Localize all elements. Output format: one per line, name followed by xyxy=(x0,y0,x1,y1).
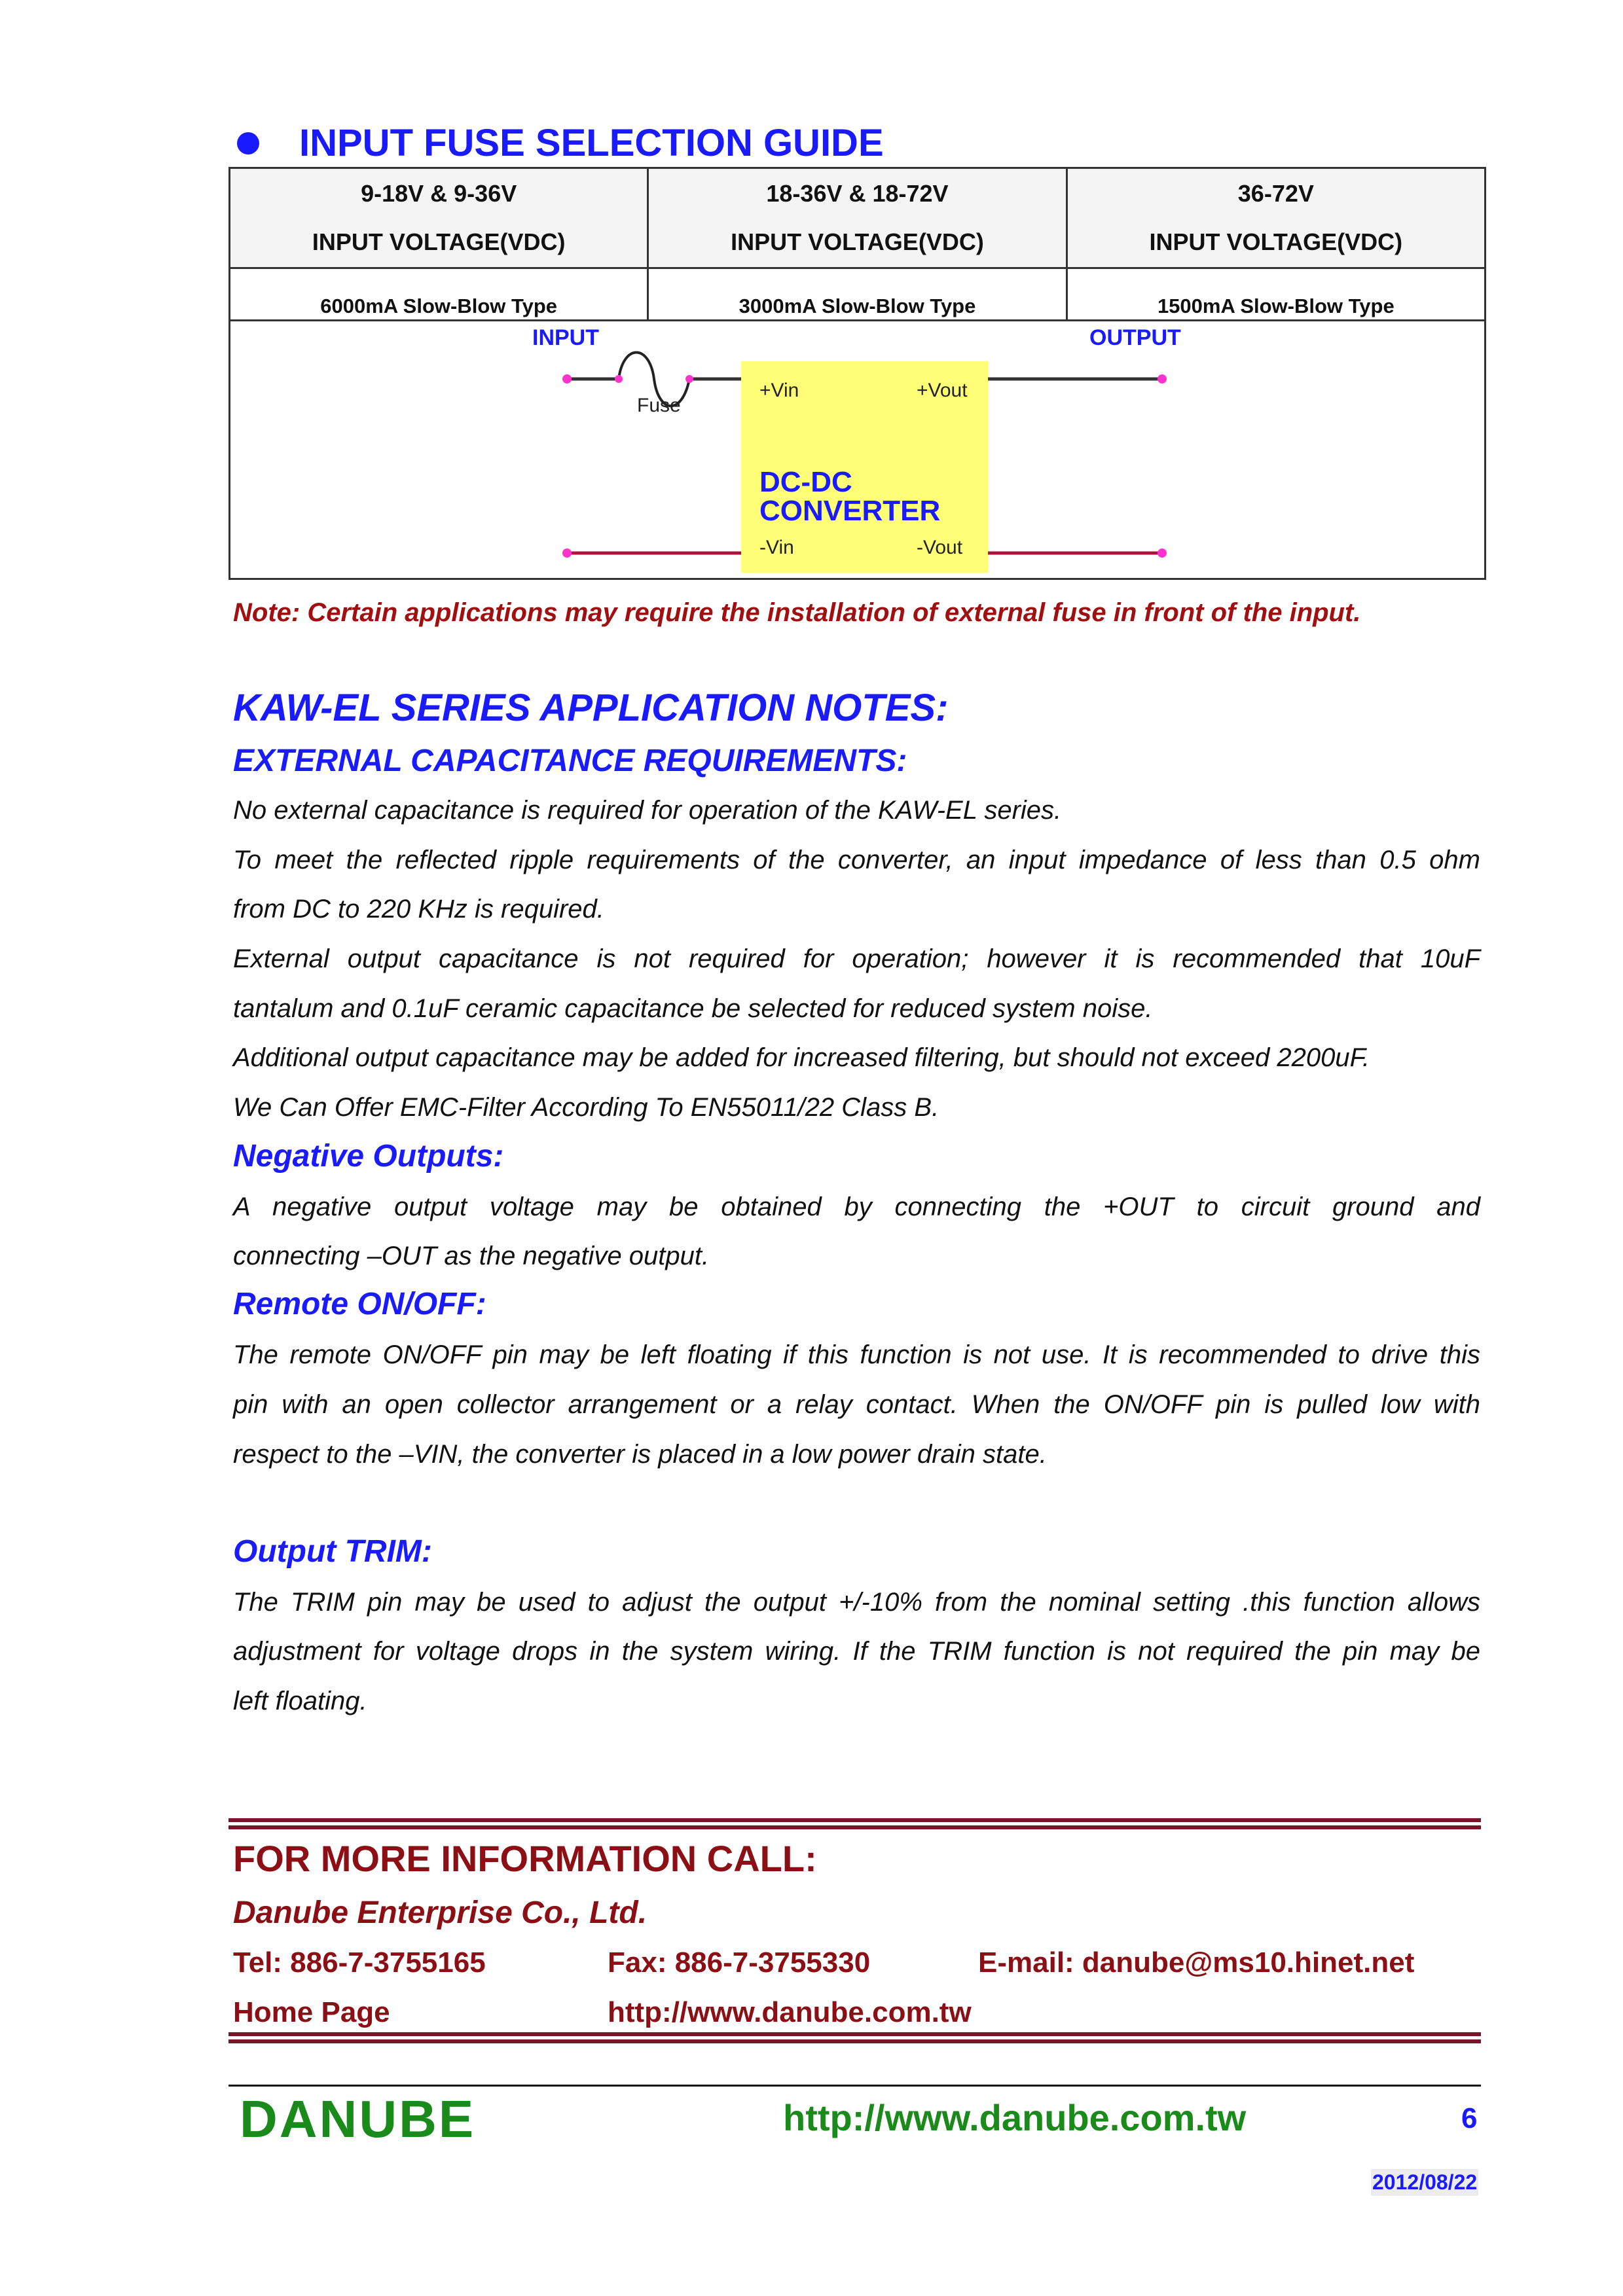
voltage-range: 36-72V xyxy=(1237,180,1314,207)
column-label: INPUT VOLTAGE(VDC) xyxy=(731,228,984,255)
converter-line: CONVERTER xyxy=(759,495,941,527)
paragraph-line: pin with an open collector arrangement or a relay contact. When the ON/OFF pin is pulled low with xyxy=(233,1390,1480,1419)
paragraph-line: A negative output voltage may be obtained by connecting the +OUT to circuit ground and xyxy=(233,1193,1480,1221)
tel-number: Tel: 886-7-3755165 xyxy=(233,1946,486,1979)
danube-logo: DANUBE xyxy=(240,2090,476,2148)
remote-onoff-heading: Remote ON/OFF: xyxy=(233,1287,486,1321)
divider xyxy=(228,1825,1481,1829)
paragraph-line: left floating. xyxy=(233,1687,367,1715)
output-trim-heading: Output TRIM: xyxy=(233,1534,432,1569)
vin-minus-label: -Vin xyxy=(759,537,794,558)
divider xyxy=(228,2039,1481,2043)
converter-title xyxy=(759,468,940,526)
paragraph-line: adjustment for voltage drops in the system wiring. If the TRIM function is not required the pin may be xyxy=(233,1637,1480,1666)
fuse-diagram xyxy=(228,317,1486,580)
paragraph-line: The remote ON/OFF pin may be left floating if this function is not use. It is recommended to drive this xyxy=(233,1340,1480,1369)
column-header xyxy=(230,168,648,268)
email-link[interactable]: E-mail: danube@ms10.hinet.net xyxy=(978,1946,1415,1979)
column-label: INPUT VOLTAGE(VDC) xyxy=(312,228,566,255)
divider xyxy=(228,2032,1481,2036)
paragraph-line: Additional output capacitance may be added for increased filtering, but should not exceed 2200uF. xyxy=(233,1043,1370,1072)
fax-number: Fax: 886-7-3755330 xyxy=(608,1946,871,1979)
vin-plus-label: +Vin xyxy=(759,380,799,401)
fuse-type: 3000mA Slow-Blow Type xyxy=(648,268,1067,321)
company-name: Danube Enterprise Co., Ltd. xyxy=(233,1895,647,1930)
voltage-range: 9-18V & 9-36V xyxy=(361,180,517,207)
bullet-icon xyxy=(237,132,259,154)
circuit-wires xyxy=(230,317,1484,578)
voltage-range: 18-36V & 18-72V xyxy=(766,180,949,207)
paragraph-line: External output capacitance is not required for operation; however it is recommended that 10uF xyxy=(233,944,1480,973)
input-label: INPUT xyxy=(532,325,599,350)
fuse-type: 1500mA Slow-Blow Type xyxy=(1067,268,1485,321)
converter-line: DC-DC xyxy=(759,466,852,498)
paragraph-line: To meet the reflected ripple requirements of the converter, an input impedance of less than 0.5 ohm xyxy=(233,846,1480,874)
terminal-dot xyxy=(562,548,572,558)
date-stamp: 2012/08/22 xyxy=(1371,2169,1478,2196)
fuse-label: Fuse xyxy=(637,395,681,416)
paragraph-line: No external capacitance is required for operation of the KAW-EL series. xyxy=(233,796,1062,825)
output-label: OUTPUT xyxy=(1089,325,1181,350)
paragraph-line: from DC to 220 KHz is required. xyxy=(233,895,604,924)
terminal-dot xyxy=(615,375,623,383)
home-page-link[interactable]: http://www.danube.com.tw xyxy=(608,1996,972,2028)
section-title: INPUT FUSE SELECTION GUIDE xyxy=(299,122,884,164)
terminal-dot xyxy=(685,375,693,383)
paragraph-line: respect to the –VIN, the converter is placed in a low power drain state. xyxy=(233,1440,1047,1469)
vout-minus-label: -Vout xyxy=(917,537,963,558)
paragraph-line: tantalum and 0.1uF ceramic capacitance be selected for reduced system noise. xyxy=(233,994,1153,1023)
column-header xyxy=(648,168,1067,268)
divider xyxy=(228,1818,1481,1822)
terminal-dot xyxy=(1158,548,1167,558)
notes-heading: KAW-EL SERIES APPLICATION NOTES: xyxy=(233,687,949,729)
terminal-dot xyxy=(562,374,572,384)
footer-url[interactable]: http://www.danube.com.tw xyxy=(783,2097,1247,2138)
fuse-table xyxy=(228,167,1486,321)
fuse-note: Note: Certain applications may require the installation of external fuse in front of the input. xyxy=(233,598,1361,627)
page-number: 6 xyxy=(1461,2102,1478,2134)
contact-heading: FOR MORE INFORMATION CALL: xyxy=(233,1838,817,1879)
home-page-label: Home Page xyxy=(233,1996,390,2028)
vout-plus-label: +Vout xyxy=(917,380,968,401)
footer-rule xyxy=(228,2085,1481,2087)
negative-outputs-heading: Negative Outputs: xyxy=(233,1139,504,1174)
terminal-dot xyxy=(1158,374,1167,384)
column-label: INPUT VOLTAGE(VDC) xyxy=(1149,228,1403,255)
paragraph-line: The TRIM pin may be used to adjust the output +/-10% from the nominal setting .this function allows xyxy=(233,1588,1480,1617)
fuse-type: 6000mA Slow-Blow Type xyxy=(230,268,648,321)
column-header xyxy=(1067,168,1485,268)
ext-cap-heading: EXTERNAL CAPACITANCE REQUIREMENTS: xyxy=(233,744,907,778)
paragraph-line: We Can Offer EMC-Filter According To EN55011/22 Class B. xyxy=(233,1093,939,1122)
paragraph-line: connecting –OUT as the negative output. xyxy=(233,1242,710,1270)
